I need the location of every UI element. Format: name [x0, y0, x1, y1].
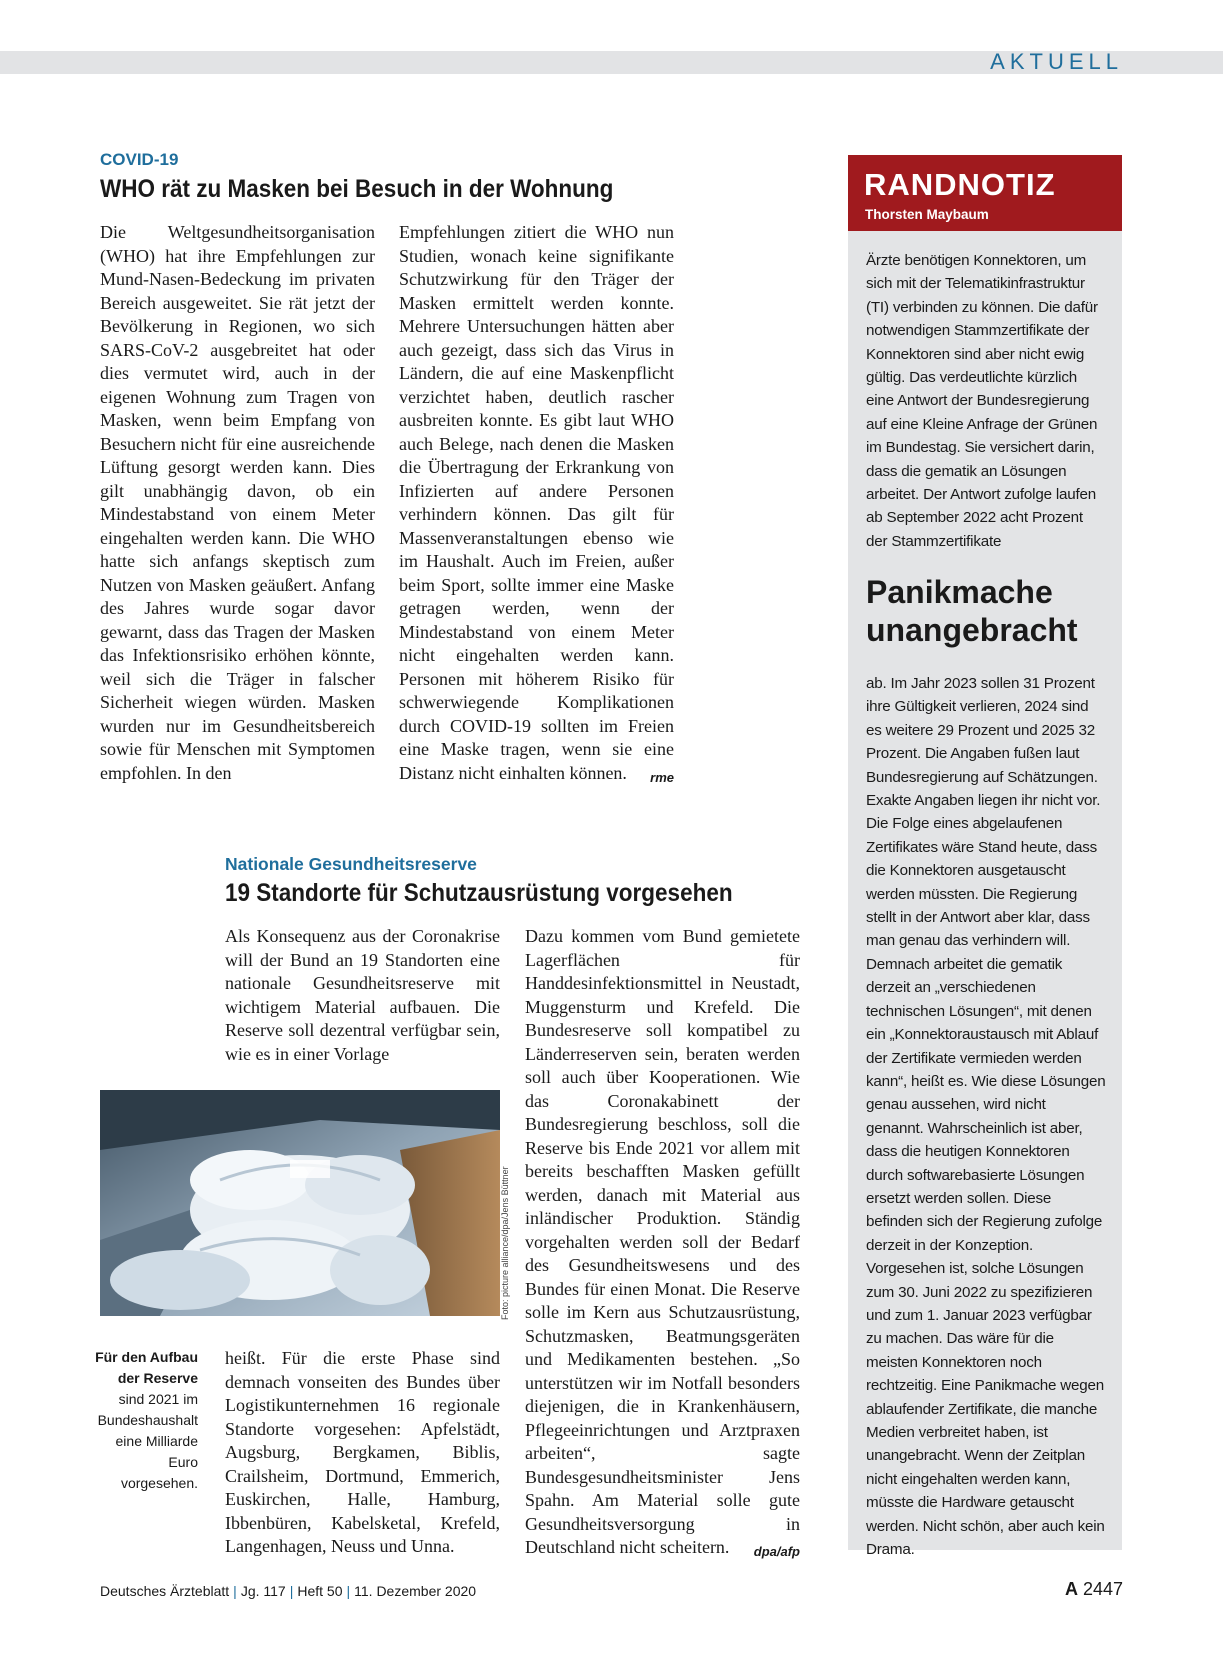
- article2-kicker: Nationale Gesundheitsreserve: [225, 854, 477, 874]
- footer-separator: |: [346, 1583, 351, 1599]
- article2-col1-top-text: Als Konsequenz aus der Coronakrise will der Bund an 19 Standorten eine nationale Gesundheitsreserve mit wichtigem Material aufbauen. Die Reserve soll dezentral verfügbar sein, wie es in einer Vorlage: [225, 926, 500, 1064]
- article2-col1-bottom-text: heißt. Für die erste Phase sind demnach vonseiten des Bundes über Logistikunternehmen 16 regionale Standorte vorgesehen: Apfelstädt, Augsburg, Bergkamen, Biblis, Crailsheim, Dortmund, Emmerich, Euskirchen, Halle, Hamburg, Ibbenbüren, Kabelsketal, Krefeld, Langenhagen, Neuss und Unna.: [225, 1348, 500, 1556]
- page-number: [1065, 1579, 1123, 1600]
- randnotiz-sidebar: [848, 155, 1122, 1559]
- article2-column-2: [525, 925, 800, 1564]
- article1-column-1: [100, 221, 375, 785]
- footer-publication: Deutsches Ärzteblatt: [100, 1583, 230, 1599]
- randnotiz-text-top: Ärzte benötigen Konnektoren, um sich mit der Telematikinfrastruktur (TI) verbinden zu können. Die dafür notwendigen Stammzertifikate der Konnektoren sind aber nicht ewig gültig. Das verdeutlichte kürzlich eine Antwort der Bundesregierung auf eine Kleine Anfrage der Grünen im Bundestag. Sie versichert darin, dass die gematik an Lösungen arbeitet. Der Antwort zufolge laufen ab September 2022 acht Prozent der Stammzertifikate: [866, 252, 1098, 550]
- footer-separator: |: [289, 1583, 294, 1599]
- article2-column-1-top: [225, 925, 500, 1066]
- article1-col2-text: Empfehlungen zitiert die WHO nun Studien, wonach keine signifikante Schutzwirkung für den Träger der Masken ermittelt werden konnte. Mehrere Untersuchungen hätten aber auch gezeigt, dass sich das Virus in Ländern, die auf eine Maskenpflicht verzichtet haben, deutlich rascher ausbreiten konnte. Es gibt laut WHO auch Belege, nach denen die Masken die Übertragung der Erkrankung von Infizierten auf andere Personen verhindern können. Das gilt für Massenveranstaltungen ebenso wie im Haushalt. Auch im Freien, außer beim Sport, sollte immer eine Maske getragen werden, wenn der Mindestabstand von einem Meter nicht eingehalten werden kann. Personen mit höherem Risiko für schwerwiegende Komplikationen durch COVID-19 sollten im Freien eine Maske tragen, wenn sie eine Distanz nicht einhalten können. rme: [399, 221, 674, 785]
- article1-signature: rme: [650, 769, 674, 785]
- caption-rest: sind 2021 im Bundeshaushalt eine Milliarde Euro vorgesehen.: [97, 1391, 198, 1491]
- randnotiz-header: [848, 155, 1122, 231]
- footer-issue: Heft 50: [297, 1583, 343, 1599]
- caption-bold: Für den Aufbau der Reserve: [95, 1349, 198, 1386]
- footer-date: 11. Dezember 2020: [354, 1583, 477, 1599]
- photo-credit: Foto: picture alliance/dpa/Jens Büttner: [500, 1166, 510, 1320]
- section-label: AKTUELL: [990, 49, 1123, 74]
- article2-headline: 19 Standorte für Schutzausrüstung vorgesehen: [225, 879, 733, 907]
- footer-separator: |: [233, 1583, 237, 1599]
- randnotiz-author: Thorsten Maybaum: [865, 207, 989, 222]
- article1-column-2: [399, 221, 674, 789]
- footer-volume: Jg. 117: [240, 1583, 286, 1599]
- page-prefix: A: [1064, 1579, 1078, 1599]
- randnotiz-title: RANDNOTIZ: [864, 167, 1056, 202]
- masks-photo: [100, 1090, 500, 1316]
- article1-headline: WHO rät zu Masken bei Besuch in der Wohnung: [100, 175, 614, 203]
- page-number-value: 2447: [1082, 1579, 1123, 1599]
- article1-col1-text: Die Weltgesundheitsorganisation (WHO) hat ihre Empfehlungen zur Mund-Nasen-Bedeckung im privaten Bereich ausgeweitet. Sie rät jetzt der Bevölkerung in Regionen, wo sich SARS-CoV-2 ausgebreitet hat oder dies vermutet wird, auch in der eigenen Wohnung zum Tragen von Masken, wenn beim Empfang von Besuchern nicht für eine ausreichende Lüftung gesorgt werden kann. Dies gilt unabhängig davon, ob ein Mindestabstand von einem Meter eingehalten werden kann. Die WHO hatte sich anfangs skeptisch zum Nutzen von Masken geäußert. Anfang des Jahres wurde sogar davor gewarnt, dass das Tragen der Masken das Infektionsrisiko erhöhen könnte, weil sich die Träger in falscher Sicherheit wiegen würden. Masken wurden nur im Gesundheitsbereich sowie für Menschen mit Symptomen empfohlen. In den: [100, 222, 375, 783]
- article2-col2-text: Dazu kommen vom Bund gemietete Lagerflächen für Handdesinfektionsmittel in Neustadt, Muggensturm und Krefeld. Die Bundesreserve soll kompatibel zu Länderreserven sein, beraten werden soll auch über Kooperationen. Wie das Coronakabinett der Bundesregierung beschloss, soll die Reserve bis Ende 2021 vor allem mit bereits beschafften Masken gefüllt werden, danach mit Material aus inländischer Produktion. Ständig vorgehalten werden soll der Bedarf des Gesundheitswesens und des Bundes für einen Monat. Die Reserve solle im Kern aus Schutzausrüstung, Schutzmasken, Beatmungsgeräten und Medikamenten bestehen. „So unterstützen wir im Notfall besonders diejenigen, die in Krankenhäusern, Pflegeeinrichtungen und Arztpraxen arbeiten“, sagte Bundesgesundheitsminister Jens Spahn. Am Material solle gute Gesundheitsversorgung in Deutschland nicht scheitern. dpa/afp: [525, 925, 800, 1560]
- randnotiz-text-bottom: ab. Im Jahr 2023 sollen 31 Prozent ihre Gültigkeit verlieren, 2024 sind es weitere 29 Prozent und 2025 32 Prozent. Die Angaben fußen laut Bundesregierung auf Schätzungen. Exakte Angaben liegen ihr nicht vor. Die Folge eines abgelaufenen Zertifikates wäre Stand heute, dass die Konnektoren ausgetauscht werden müssten. Die Regierung stellt in der Antwort aber klar, dass man genau das verhindern will. Demnach arbeitet die gematik derzeit an „verschiedenen technischen Lösungen“, mit denen ein „Konnektoraustausch mit Ablauf der Zertifikate vermieden werden kann“, heißt es. Wie diese Lösungen genau aussehen, wird nicht genannt. Wahrscheinlich ist aber, dass die heutigen Konnektoren durch softwarebasierte Lösungen ersetzt werden sollen. Diese befinden sich der Regierung zufolge derzeit in der Konzeption. Vorgesehen ist, solche Lösungen zum 30. Juni 2022 zu spezifizieren und zum 1. Januar 2023 verfügbar zu machen. Das wäre für die meisten Konnektoren noch rechtzeitig. Eine Panikmache wegen ablaufender Zertifikate, die manche Medien verbreitet haben, ist unangebracht. Wenn der Zeitplan nicht eingehalten werden kann, müsste die Hardware getauscht werden. Nicht schön, aber auch kein Drama.: [866, 675, 1106, 1559]
- article2-column-1-bottom: [225, 1347, 500, 1559]
- footer-publication-info: [100, 1583, 476, 1599]
- masks-photo-image: [100, 1090, 500, 1316]
- article2-signature: dpa/afp: [753, 1544, 800, 1559]
- article1-kicker: COVID-19: [100, 150, 179, 169]
- photo-caption: [92, 1347, 198, 1494]
- randnotiz-headline: Panikmache unangebracht: [866, 574, 1078, 648]
